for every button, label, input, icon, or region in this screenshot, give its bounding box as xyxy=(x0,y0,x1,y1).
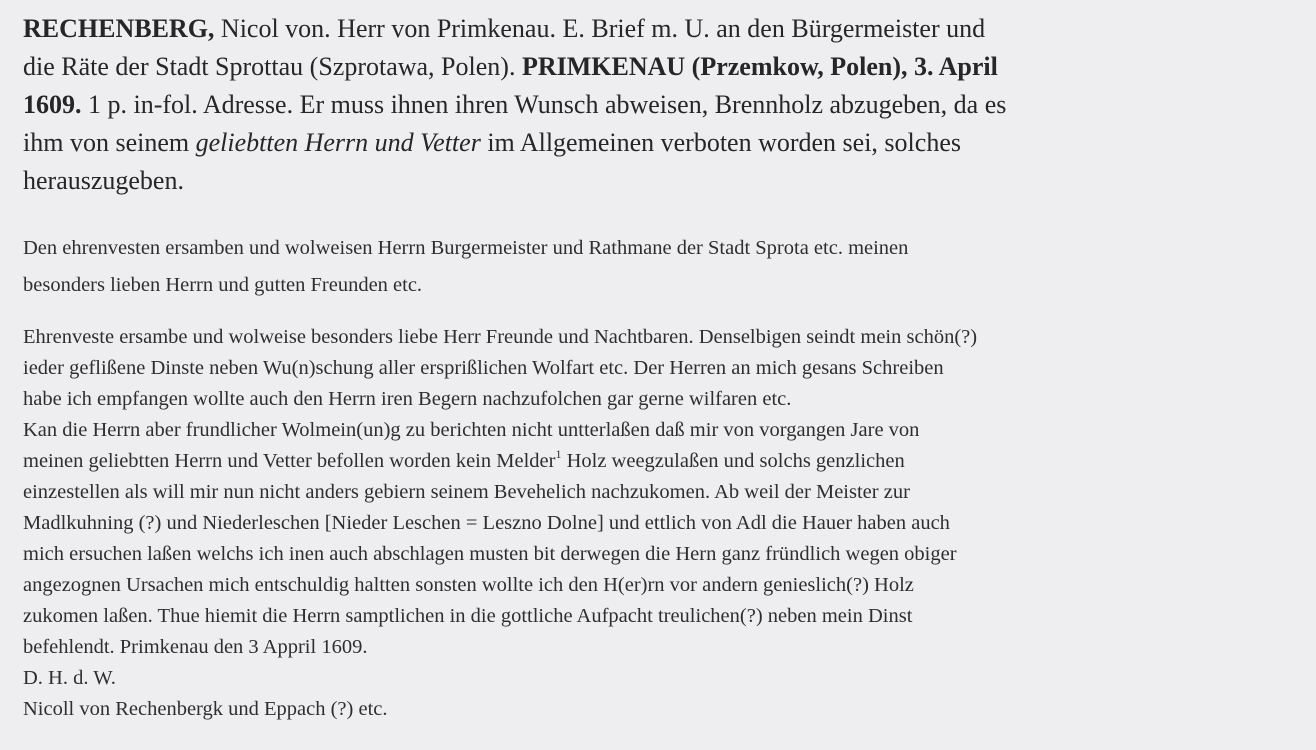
letter-line-4: Kan die Herrn aber frundlicher Wolmein(un)g zu berichten nicht untterlaßen daß mir von vorgangen Jare von xyxy=(23,419,920,441)
letter-closing: D. H. d. W. xyxy=(23,667,116,689)
entry-line-4-pre: ihm von seinem xyxy=(23,128,196,157)
entry-place-date: PRIMKENAU (Przemkow, Polen), 3. April xyxy=(521,52,998,81)
entry-line-1-text: Nicol von. Herr von Primkenau. E. Brief m. U. an den Bürgermeister und xyxy=(214,14,986,43)
entry-author-name: RECHENBERG, xyxy=(23,14,215,43)
entry-line-2-text: die Räte der Stadt Sprottau (Szprotawa, Polen). xyxy=(23,52,522,81)
entry-line-5: herauszugeben. xyxy=(23,166,184,195)
letter-line-2: ieder geflißene Dinste neben Wu(n)schung aller ersprißlichen Wolfart etc. Der Herren an mich gesans Schreiben xyxy=(23,357,944,379)
address-line-1: Den ehrenvesten ersamben und wolweisen Herrn Burgermeister und Rathmane der Stadt Sprota etc. meinen xyxy=(23,237,909,259)
letter-line-5-post: Holz weegzulaßen und solchs genzlichen xyxy=(561,450,905,472)
letter-signature: Nicoll von Rechenbergk und Eppach (?) etc. xyxy=(23,698,388,720)
letter-line-5 xyxy=(23,446,1308,477)
letter-line-8: mich ersuchen laßen welchs ich inen auch abschlagen musten bit derwegen die Hern ganz fründlich wegen obiger xyxy=(23,543,957,565)
letter-line-10: zukomen laßen. Thue hiemit die Herrn samptlichen in die gottliche Aufpacht treulichen(?) neben mein Dinst xyxy=(23,605,913,627)
entry-year: 1609. xyxy=(23,90,82,119)
entry-line-2 xyxy=(23,48,1293,86)
letter-line-3: habe ich empfangen wollte auch den Herrn iren Begern nachzufolchen gar gerne wilfaren etc. xyxy=(23,388,792,410)
entry-line-4-post: im Allgemeinen verboten worden sei, solches xyxy=(480,128,961,157)
letter-transcription xyxy=(23,322,1308,725)
letter-address xyxy=(23,230,1303,304)
letter-line-5-pre: meinen geliebtten Herrn und Vetter befollen worden kein Melder xyxy=(23,450,556,472)
address-line-2: besonders lieben Herrn und gutten Freunden etc. xyxy=(23,274,423,296)
catalog-entry xyxy=(23,10,1293,200)
letter-line-1: Ehrenveste ersambe und wolweise besonders liebe Herr Freunde und Nachtbaren. Denselbigen seindt mein schön(?) xyxy=(23,326,978,348)
entry-line-4 xyxy=(23,124,1293,162)
entry-line-1 xyxy=(23,10,1293,48)
letter-line-7: Madlkuhning (?) und Niederleschen [Nieder Leschen = Leszno Dolne] und ettlich von Adl die Hauer haben auch xyxy=(23,512,950,534)
entry-quoted-phrase: geliebtten Herrn und Vetter xyxy=(195,128,481,157)
letter-line-6: einzestellen als will mir nun nicht anders gebiern seinem Bevehelich nachzukomen. Ab weil der Meister zur xyxy=(23,481,910,503)
letter-line-9: angezognen Ursachen mich entschuldig haltten sonsten wollte ich den H(er)rn vor andern genieslich(?) Holz xyxy=(23,574,914,596)
entry-line-3-text: 1 p. in-fol. Adresse. Er muss ihnen ihren Wunsch abweisen, Brennholz abzugeben, da es xyxy=(81,90,1007,119)
entry-line-3 xyxy=(23,86,1293,124)
letter-line-11: befehlendt. Primkenau den 3 Appril 1609. xyxy=(23,636,368,658)
footnote-marker: 1 xyxy=(555,447,562,462)
